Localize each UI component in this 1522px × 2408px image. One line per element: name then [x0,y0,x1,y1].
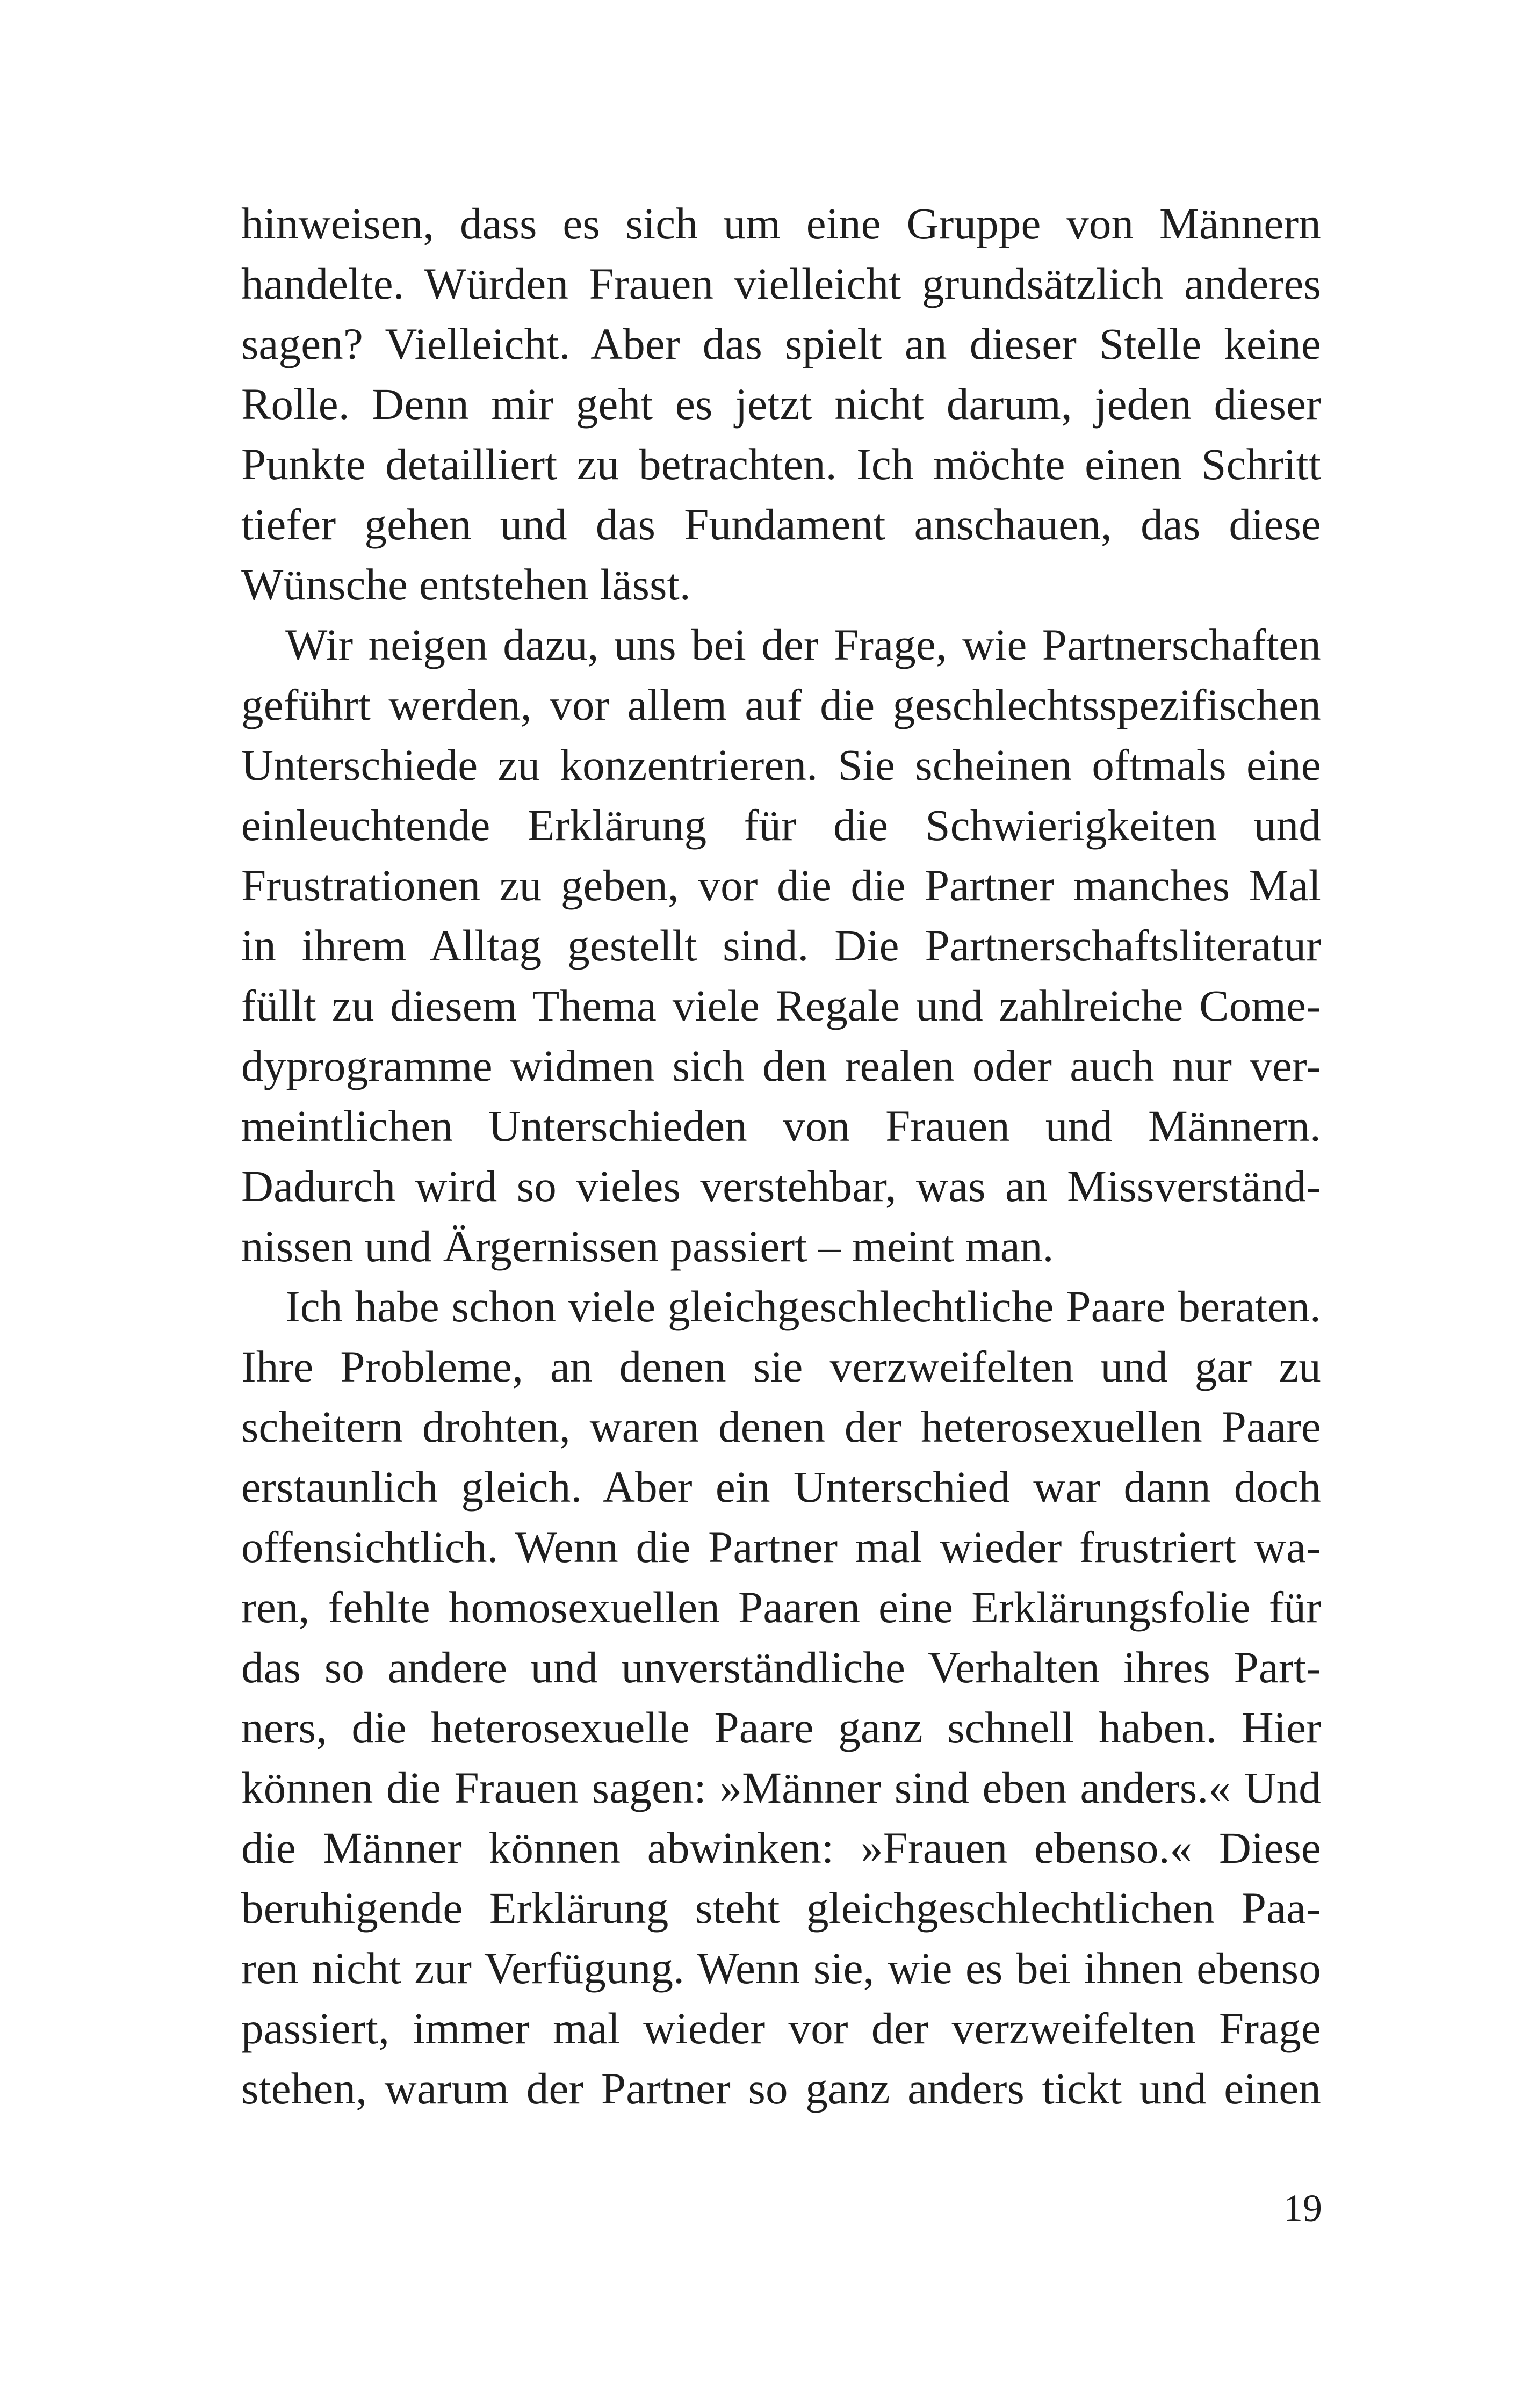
text-line: können die Frauen sagen: »Männer sind eben anders.« Und [241,1763,1321,1812]
text-line: erstaunlich gleich. Aber ein Unterschied war dann doch [241,1462,1321,1512]
text-line: ren nicht zur Verfügung. Wenn sie, wie es bei ihnen ebenso [241,1943,1321,1993]
text-line: hinweisen, dass es sich um eine Gruppe von Männern [241,199,1321,248]
text-line: Ich habe schon viele gleichgeschlechtliche Paare beraten. [285,1282,1321,1331]
text-line: beruhigende Erklärung steht gleichgeschlechtlichen Paa- [241,1883,1321,1933]
body-text [241,193,1321,2118]
text-line: ners, die heterosexuelle Paare ganz schnell haben. Hier [241,1703,1321,1752]
text-line: Wir neigen dazu, uns bei der Frage, wie Partnerschaften [285,620,1321,669]
text-line: Wünsche entstehen lässt. [241,560,691,609]
text-line: Unterschiede zu konzentrieren. Sie scheinen oftmals eine [241,740,1321,790]
text-line: passiert, immer mal wieder vor der verzweifelten Frage [241,2004,1321,2053]
text-line: handelte. Würden Frauen vielleicht grundsätzlich anderes [241,259,1321,308]
text-line: geführt werden, vor allem auf die geschlechtsspezifischen [241,680,1321,729]
text-line: einleuchtende Erklärung für die Schwierigkeiten und [241,800,1321,850]
text-line: nissen und Ärgernissen passiert – meint man. [241,1221,1054,1271]
text-line: das so andere und unverständliche Verhalten ihres Part- [241,1643,1321,1692]
text-line: Punkte detailliert zu betrachten. Ich möchte einen Schritt [241,439,1321,489]
text-line: dyprogramme widmen sich den realen oder auch nur ver- [241,1041,1321,1090]
text-line: offensichtlich. Wenn die Partner mal wieder frustriert wa- [241,1522,1321,1572]
text-line: die Männer können abwinken: »Frauen ebenso.« Diese [241,1823,1321,1872]
text-line: stehen, warum der Partner so ganz anders tickt und einen [241,2064,1321,2113]
text-line: füllt zu diesem Thema viele Regale und zahlreiche Come- [241,981,1321,1030]
text-line: Dadurch wird so vieles verstehbar, was an Missverständ- [241,1161,1321,1211]
text-line: ren, fehlte homosexuellen Paaren eine Erklärungsfolie für [241,1582,1321,1632]
text-line: sagen? Vielleicht. Aber das spielt an dieser Stelle keine [241,319,1321,368]
text-line: meintlichen Unterschieden von Frauen und Männern. [241,1101,1321,1151]
text-line: Rolle. Denn mir geht es jetzt nicht darum, jeden dieser [241,379,1321,429]
text-line: Frustrationen zu geben, vor die die Partner manches Mal [241,860,1321,910]
text-line: tiefer gehen und das Fundament anschauen, das diese [241,500,1321,549]
page-number: 19 [1283,2187,1322,2230]
text-line: in ihrem Alltag gestellt sind. Die Partnerschaftsliteratur [241,921,1321,970]
text-line: scheitern drohten, waren denen der heterosexuellen Paare [241,1402,1321,1451]
text-line: Ihre Probleme, an denen sie verzweifelten und gar zu [241,1342,1321,1391]
